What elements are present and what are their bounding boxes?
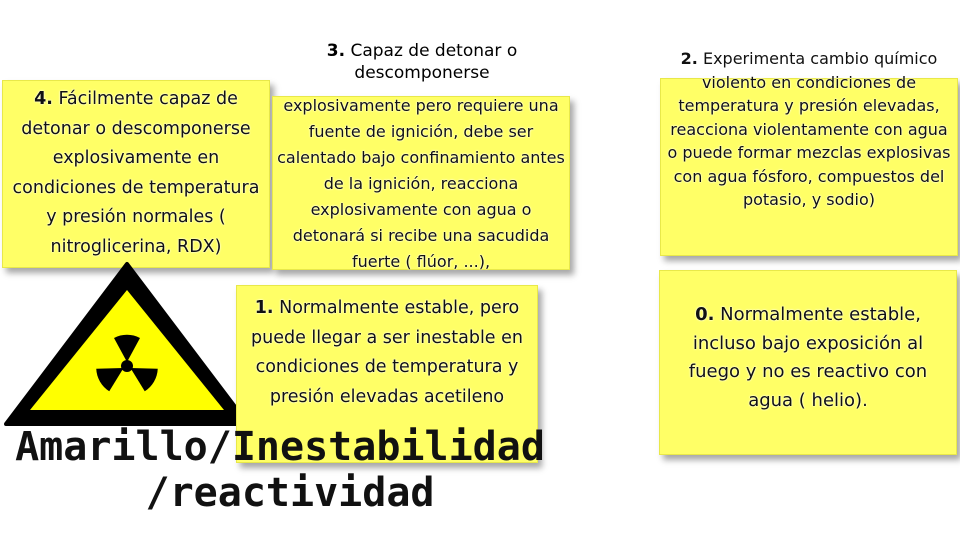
- note-level-1-body: Normalmente estable, pero puede llegar a ser inestable en condiciones de temperatura y presión elevadas acetileno: [251, 298, 523, 407]
- note-level-4-number: 4.: [34, 89, 53, 109]
- slide-title: [0, 424, 560, 516]
- note-level-0-number: 0.: [695, 304, 715, 325]
- note-level-3-number: 3.: [326, 41, 346, 61]
- note-level-3-heading-text: Capaz de detonar o descomponerse: [345, 41, 518, 83]
- note-level-2-body: Experimenta cambio químico violento en condiciones de temperatura y presión elevadas, reacciona violentamente con agua o puede formar mezclas explosivas con agua fósforo, compuestos del potasio, y sodio): [667, 49, 951, 209]
- note-level-1-number: 1.: [254, 298, 274, 318]
- note-level-0-body: Normalmente estable, incluso bajo exposición al fuego y no es reactivo con agua ( helio).: [688, 304, 928, 411]
- note-level-2-text: [661, 47, 957, 212]
- note-level-1-text: [237, 294, 537, 412]
- slide-title-line1: Amarillo/Inestabilidad: [15, 424, 545, 470]
- note-level-0-text: [660, 301, 956, 415]
- note-level-4-text: [3, 85, 269, 262]
- note-level-3-heading: [292, 40, 552, 84]
- radiation-warning-icon: [2, 258, 252, 428]
- note-level-2-number: 2.: [680, 49, 698, 68]
- note-level-2: [660, 49, 958, 256]
- slide-title-line2: /reactividad: [145, 470, 435, 516]
- note-level-0: [659, 270, 957, 455]
- note-level-4: [2, 80, 270, 268]
- note-level-3: [272, 96, 570, 270]
- note-level-3-body: explosivamente pero requiere una fuente de ignición, debe ser calentado bajo confinamiento antes de la ignición, reacciona explosivamente con agua o detonará si recibe una sacudida fuerte ( flúor, ...),: [277, 96, 565, 271]
- note-level-4-body: Fácilmente capaz de detonar o descomponerse explosivamente en condiciones de temperatura y presión normales ( nitroglicerina, RDX): [12, 89, 260, 257]
